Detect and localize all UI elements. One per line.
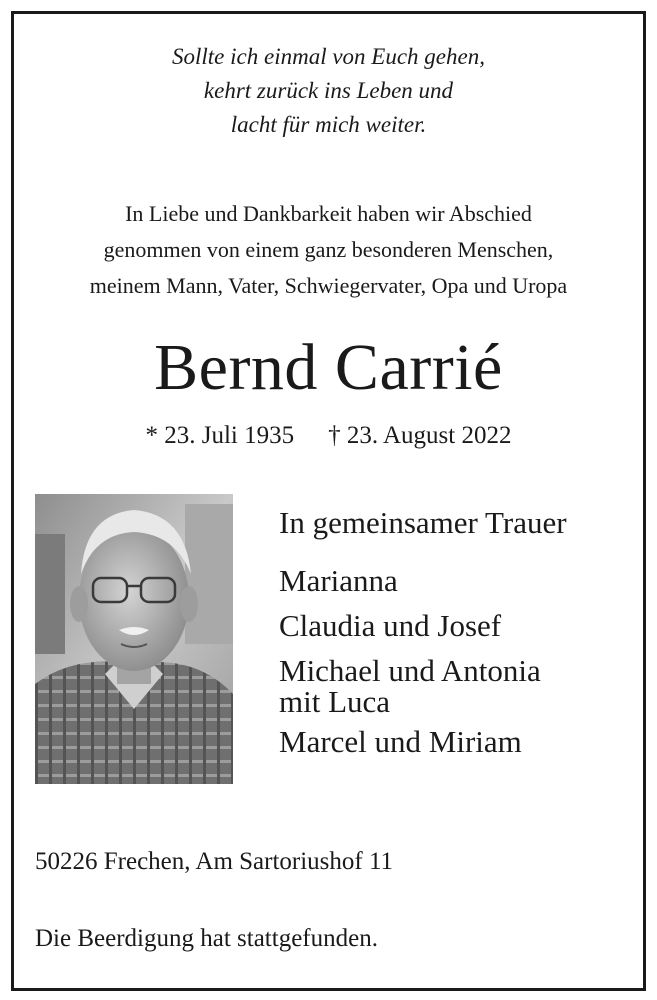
life-dates [0, 418, 657, 454]
funeral-note: Die Beerdigung hat stattgefunden. [35, 925, 378, 952]
mourners-block [279, 500, 639, 764]
intro-line: meinem Mann, Vater, Schwiegervater, Opa und Uropa [89, 273, 568, 298]
poem-line: Sollte ich einmal von Euch gehen, [172, 44, 485, 69]
intro-line: genommen von einem ganz besonderen Menschen, [103, 237, 554, 262]
mourner-name [279, 648, 639, 719]
poem [0, 40, 657, 142]
death-date: † 23. August 2022 [328, 422, 512, 449]
mourner-name-line: mit Luca [279, 684, 391, 719]
mourner-name: Claudia und Josef [279, 608, 502, 643]
address: 50226 Frechen, Am Sartoriushof 11 [35, 848, 394, 875]
mourner-name-line: Michael und Antonia [279, 653, 541, 688]
mourner-name: Marianna [279, 563, 398, 598]
intro-text [0, 196, 657, 304]
mourner-name: Marcel und Miriam [279, 724, 522, 759]
poem-line: kehrt zurück ins Leben und [203, 78, 454, 103]
portrait-photo [35, 494, 233, 784]
deceased-name: Bernd Carrié [154, 331, 503, 404]
intro-line: In Liebe und Dankbarkeit haben wir Abschied [125, 201, 532, 226]
poem-line: lacht für mich weiter. [230, 112, 427, 137]
mourners-heading: In gemeinsamer Trauer [279, 505, 567, 540]
birth-date: * 23. Juli 1935 [145, 422, 295, 449]
